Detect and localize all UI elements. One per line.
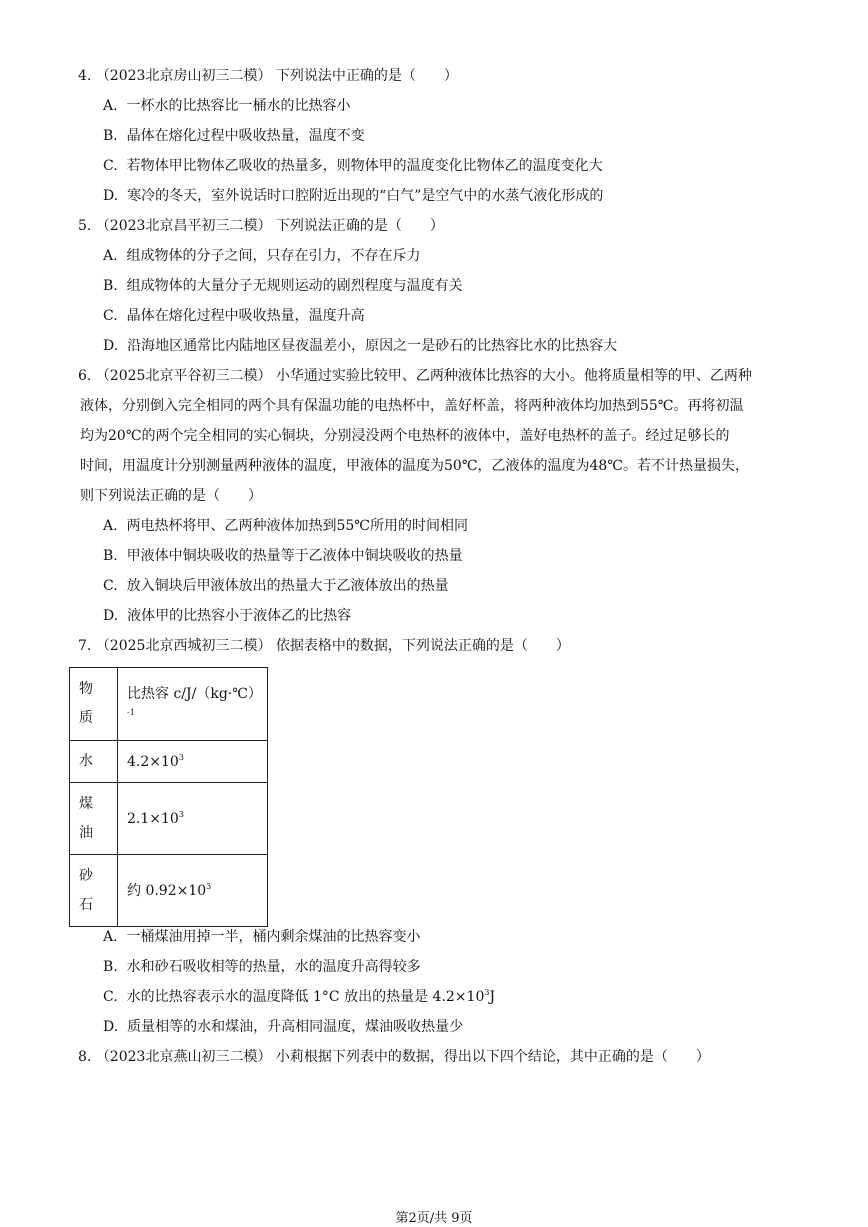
question-7-stem (78, 637, 570, 655)
question-text: 下列说法正确的是（ ） (275, 218, 444, 234)
table-cell-value: $2.1\times 10^3$ (118, 783, 268, 855)
table-cell-substance: 水 (70, 741, 118, 783)
question-source: （2023北京昌平初三二模） (95, 218, 272, 234)
table-header-specific-heat: 比热容 c/J/（kg·℃） $^{-1}$ (118, 668, 268, 741)
table-row (70, 741, 268, 783)
question-source: （2025北京西城初三二模） (95, 638, 272, 654)
question-8-stem (78, 1048, 710, 1066)
question-number: 8. (78, 1049, 92, 1065)
question-5-option-b: B. 组成物体的大量分子无规则运动的剧烈程度与温度有关 (103, 278, 463, 294)
question-6-option-a: A. 两电热杯将甲、乙两种液体加热到55℃所用的时间相同 (103, 518, 468, 534)
question-4-option-b: B. 晶体在熔化过程中吸收热量，温度不变 (103, 128, 365, 144)
question-text: 下列说法中正确的是（ ） (275, 68, 458, 84)
question-5-option-c: C. 晶体在熔化过程中吸收热量，温度升高 (103, 308, 365, 324)
question-6-stem (78, 367, 752, 385)
question-text: 小华通过实验比较甲、乙两种液体比热容的大小。他将质量相等的甲、乙两种 (275, 368, 752, 384)
table-cell-substance: 煤 油 (70, 783, 118, 855)
question-5-option-d: D. 沿海地区通常比内陆地区昼夜温差小，原因之一是砂石的比热容比水的比热容大 (103, 338, 618, 354)
question-source: （2023北京房山初三二模） (95, 68, 272, 84)
question-6-stem-line: 则下列说法正确的是（ ） (80, 488, 262, 504)
question-7-option-c: C. 水的比热容表示水的温度降低 1°C 放出的热量是 $4.2\times 10^3J$ (103, 988, 496, 1005)
question-source: （2025北京平谷初三二模） (95, 368, 272, 384)
question-6-stem-line: 时间，用温度计分别测量两种液体的温度，甲液体的温度为50℃，乙液体的温度为48℃。若不计热量损失， (80, 458, 749, 474)
question-7-option-a: A. 一桶煤油用掉一半，桶内剩余煤油的比热容变小 (103, 929, 421, 945)
table-cell-value: $4.2\times 10^3$ (118, 741, 268, 783)
table-row (70, 855, 268, 927)
question-4-option-a: A. 一杯水的比热容比一桶水的比热容小 (103, 98, 351, 114)
question-text: 小莉根据下列表中的数据，得出以下四个结论，其中正确的是（ ） (275, 1049, 710, 1065)
question-source: （2023北京燕山初三二模） (95, 1049, 272, 1065)
question-number: 4. (78, 68, 92, 84)
question-7-option-b: B. 水和砂石吸收相等的热量，水的温度升高得较多 (103, 959, 421, 975)
table-cell-substance: 砂 石 (70, 855, 118, 927)
specific-heat-table (69, 667, 268, 927)
table-row (70, 783, 268, 855)
page-footer: 第2页/共 9页 (395, 1211, 473, 1226)
table-cell-value: 约 $0.92\times 10^3$ (118, 855, 268, 927)
question-6-stem-line: 液体，分别倒入完全相同的两个具有保温功能的电热杯中，盖好杯盖，将两种液体均加热到55℃。再将初温 (80, 398, 744, 414)
question-7-option-d: D. 质量相等的水和煤油，升高相同温度，煤油吸收热量少 (103, 1019, 464, 1035)
question-6-option-d: D. 液体甲的比热容小于液体乙的比热容 (103, 608, 352, 624)
question-5-option-a: A. 组成物体的分子之间，只存在引力，不存在斥力 (103, 248, 421, 264)
question-4-option-c: C. 若物体甲比物体乙吸收的热量多，则物体甲的温度变化比物体乙的温度变化大 (103, 158, 603, 174)
question-number: 6. (78, 368, 92, 384)
question-text: 依据表格中的数据，下列说法正确的是（ ） (275, 638, 570, 654)
question-number: 5. (78, 218, 92, 234)
question-number: 7. (78, 638, 92, 654)
question-5-stem (78, 217, 444, 235)
question-6-stem-line: 均为20℃的两个完全相同的实心铜块，分别浸没两个电热杯的液体中，盖好电热杯的盖子。经过足够长的 (80, 428, 730, 444)
table-header-substance: 物 质 (70, 668, 118, 741)
question-4-stem (78, 67, 458, 85)
question-6-option-c: C. 放入铜块后甲液体放出的热量大于乙液体放出的热量 (103, 578, 449, 594)
question-4-option-d: D. 寒冷的冬天，室外说话时口腔附近出现的“白气”是空气中的水蒸气液化形成的 (103, 188, 604, 204)
question-6-option-b: B. 甲液体中铜块吸收的热量等于乙液体中铜块吸收的热量 (103, 548, 463, 564)
table-header-row (70, 668, 268, 741)
